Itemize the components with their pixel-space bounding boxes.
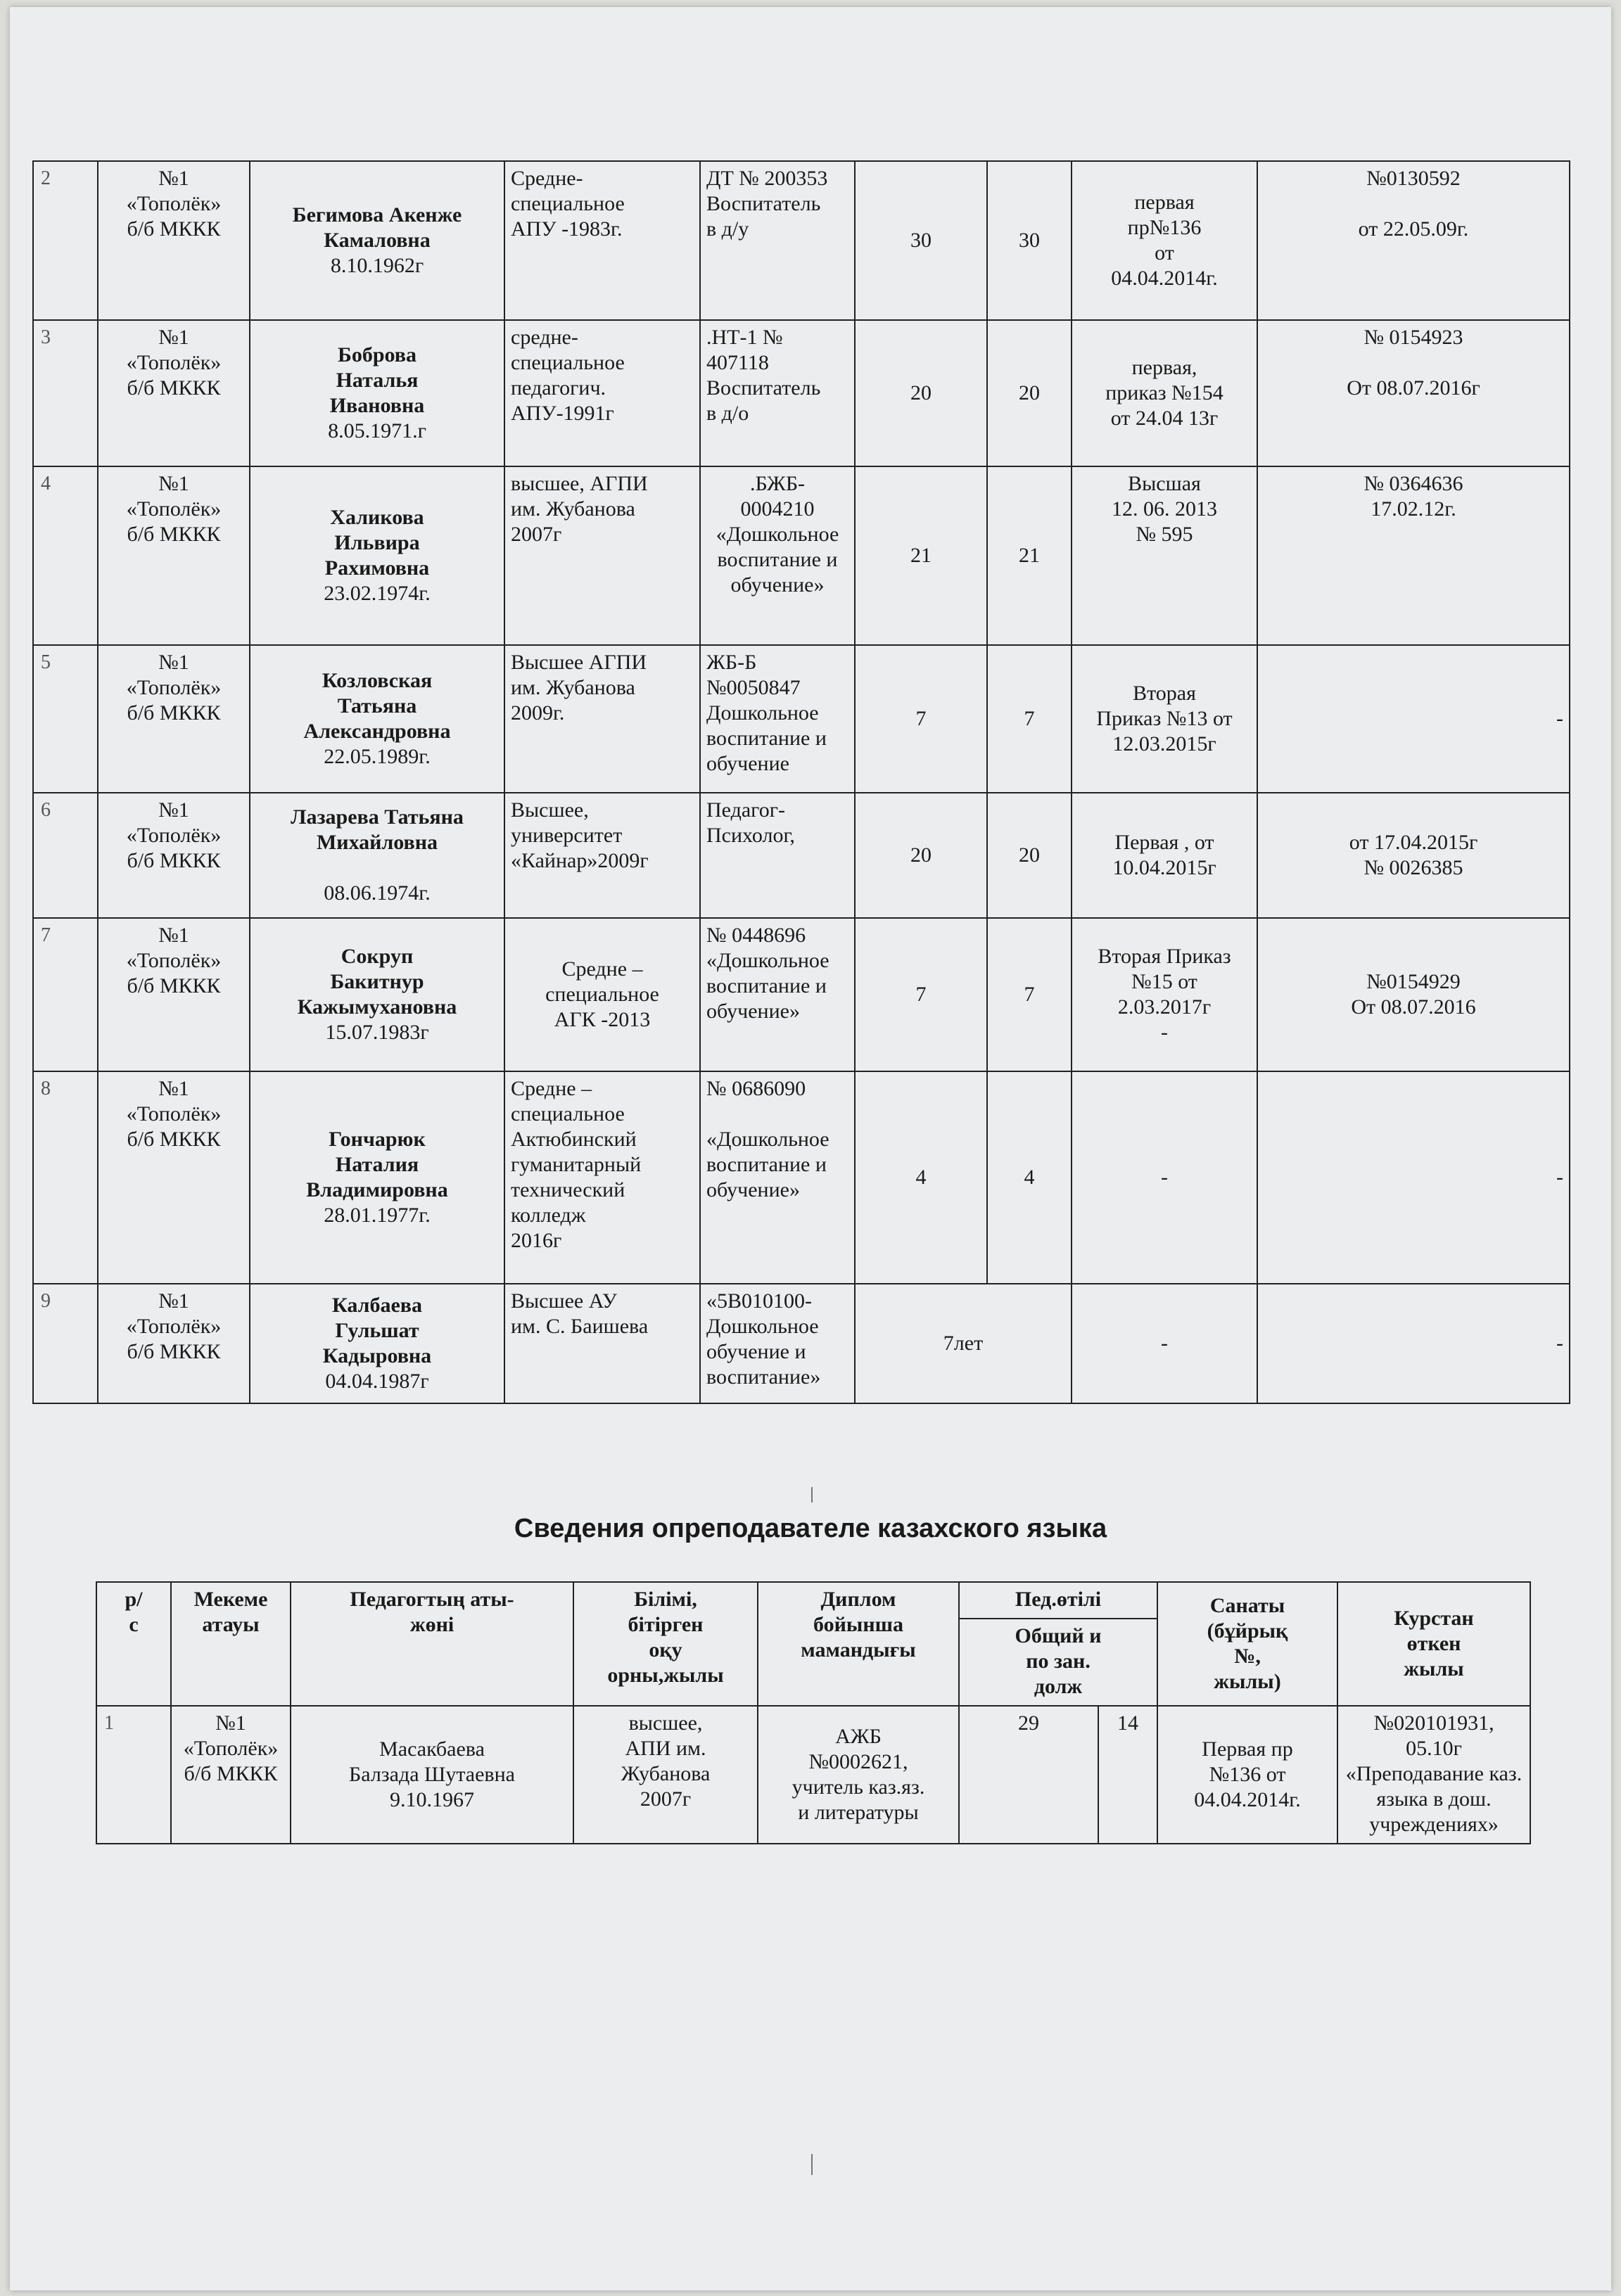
text-line: обучение и <box>706 1340 806 1363</box>
name-line: Камаловна <box>324 229 431 252</box>
text-line: от <box>1155 241 1174 264</box>
text-line: Средне- <box>511 167 583 190</box>
name-line: Ивановна <box>329 394 425 417</box>
text-line: 12. 06. 2013 <box>1112 497 1217 521</box>
birth-date: 28.01.1977г. <box>324 1204 431 1227</box>
row-number: 4 <box>33 466 98 645</box>
text-line: б/б МККК <box>127 849 221 872</box>
text-line: «Тополёк» <box>126 949 222 972</box>
text-line: Первая , от <box>1114 831 1214 854</box>
text-line: АГК -2013 <box>554 1008 651 1031</box>
name-line: Ильвира <box>334 531 420 554</box>
scan-mark <box>811 2154 813 2175</box>
text-line: - <box>1161 1166 1168 1189</box>
diploma-cell <box>700 1071 855 1284</box>
text-line: Масакбаева <box>379 1737 485 1761</box>
organization-cell <box>171 1706 291 1844</box>
text-line: Педагог- <box>706 798 786 822</box>
text-line: гуманитарный <box>511 1153 642 1176</box>
text-line: б/б МККК <box>127 1128 221 1151</box>
text-line: им. С. Баишева <box>511 1315 649 1338</box>
text-line: учреждениях» <box>1369 1813 1499 1836</box>
birth-date: 23.02.1974г. <box>324 582 431 605</box>
text-line: обучение» <box>706 1000 800 1023</box>
text-line: высшее, <box>628 1711 703 1735</box>
name-line: Наталья <box>336 369 419 392</box>
text-line: Санаты <box>1209 1594 1285 1617</box>
name-line: Калбаева <box>332 1294 422 1317</box>
organization-cell <box>98 320 250 466</box>
text-line: От 08.07.2016 <box>1351 995 1476 1019</box>
text-line: 2009г. <box>511 701 565 725</box>
name-line: Бегимова Акенже <box>292 203 462 227</box>
text-line: долж <box>1034 1675 1083 1698</box>
name-line: Гончарюк <box>329 1128 426 1151</box>
teacher-name-cell <box>250 161 504 320</box>
text-line: воспитание и <box>706 1153 827 1176</box>
text-line: 0004210 <box>740 497 815 521</box>
experience-position-cell: 21 <box>987 466 1072 645</box>
text-line: №1 <box>158 651 189 674</box>
text-line: технический <box>511 1178 625 1201</box>
text-line: «Тополёк» <box>126 1102 222 1125</box>
text-line: специальное <box>545 983 659 1006</box>
courses-cell <box>1257 161 1570 320</box>
text-line: «5В010100- <box>706 1289 812 1313</box>
text-line: Высшая <box>1128 472 1201 495</box>
text-line: языка в дош. <box>1376 1787 1492 1811</box>
text-line: Высшее АУ <box>511 1289 617 1313</box>
header-name <box>291 1582 573 1706</box>
text-line: №0050847 <box>706 676 801 699</box>
teacher-name-cell <box>250 1284 504 1403</box>
organization-cell <box>98 1071 250 1284</box>
courses-cell <box>1257 645 1570 793</box>
experience-total-cell: 4 <box>855 1071 987 1284</box>
text-line: воспитание и <box>706 727 827 750</box>
text-line: по зан. <box>1026 1650 1091 1673</box>
text-line: университет <box>511 824 623 847</box>
teacher-name-cell <box>250 466 504 645</box>
education-cell <box>504 918 700 1071</box>
text-line: № 0448696 <box>706 924 806 947</box>
experience-position-cell: 30 <box>987 161 1072 320</box>
text-line: р/ <box>125 1588 143 1611</box>
category-cell <box>1072 466 1257 645</box>
table-row <box>33 793 1570 918</box>
text-line: Балзада Шутаевна <box>349 1763 515 1786</box>
text-line: специальное <box>511 192 625 215</box>
table-row <box>33 161 1570 320</box>
courses-cell <box>1257 1284 1570 1403</box>
name-line: Кадыровна <box>322 1344 432 1367</box>
text-line: .БЖБ- <box>749 472 806 495</box>
text-line: жөні <box>409 1613 454 1636</box>
text-line: № 595 <box>1136 523 1193 546</box>
text-line: АЖБ <box>835 1725 882 1748</box>
name-line: Боброва <box>338 343 417 366</box>
text-line: Диплом <box>820 1588 896 1611</box>
text-line: атауы <box>202 1613 260 1636</box>
name-line: Михайловна <box>316 831 438 854</box>
text-line: Мекеме <box>193 1588 268 1611</box>
text-line: ЖБ-Б <box>706 651 757 674</box>
text-line: им. Жубанова <box>511 497 635 521</box>
text-line: обучение» <box>706 1178 800 1201</box>
text-line: №0154929 <box>1366 970 1461 993</box>
text-line: 04.04.2014г. <box>1111 267 1218 290</box>
text-line: №1 <box>158 167 189 190</box>
experience-position-cell: 20 <box>987 320 1072 466</box>
text-line: № 0364636 <box>1363 472 1463 495</box>
text-line: 9.10.1967 <box>390 1788 474 1811</box>
name-line: Козловская <box>322 669 433 692</box>
row-number: 1 <box>96 1706 171 1844</box>
text-line: с <box>129 1613 139 1636</box>
birth-date: 15.07.1983г <box>325 1021 429 1044</box>
text-line: АПУ -1983г. <box>511 217 623 241</box>
text-line: и литературы <box>798 1801 919 1824</box>
organization-cell <box>98 793 250 918</box>
text-line: 04.04.2014г. <box>1194 1788 1301 1811</box>
header-experience: Пед.өтілі <box>959 1582 1157 1619</box>
name-line: Гульшат <box>335 1319 419 1342</box>
experience-total-cell: 21 <box>855 466 987 645</box>
text-line: №0002621, <box>808 1750 908 1773</box>
text-line: «Дошкольное <box>706 1128 829 1151</box>
text-line: б/б МККК <box>127 523 221 546</box>
experience-total-cell: 20 <box>855 320 987 466</box>
text-line: АПИ им. <box>625 1737 706 1760</box>
category-cell <box>1072 320 1257 466</box>
text-line: «Тополёк» <box>183 1737 279 1760</box>
row-number: 2 <box>33 161 98 320</box>
category-cell <box>1072 645 1257 793</box>
text-line: Психолог, <box>706 824 795 847</box>
experience-total-cell: 20 <box>855 793 987 918</box>
courses-cell <box>1257 320 1570 466</box>
text-line: - <box>1556 707 1563 730</box>
diploma-cell <box>758 1706 959 1844</box>
organization-cell <box>98 645 250 793</box>
text-line: воспитание и <box>706 974 827 997</box>
text-line: мамандығы <box>801 1638 916 1662</box>
text-line: жылы <box>1404 1657 1464 1680</box>
text-line: Высшее, <box>511 798 589 822</box>
text-line: пр№136 <box>1127 216 1202 239</box>
education-cell <box>504 1284 700 1403</box>
text-line: №1 <box>158 1077 189 1100</box>
text-line: 10.04.2015г <box>1112 856 1216 879</box>
text-line <box>1264 191 1563 217</box>
text-line: Общий и <box>1015 1624 1102 1647</box>
experience-position-cell: 7 <box>987 645 1072 793</box>
text-line: б/б МККК <box>127 974 221 997</box>
text-line: № 0154923 <box>1363 326 1463 349</box>
text-line: специальное <box>511 351 625 374</box>
courses-cell <box>1257 793 1570 918</box>
experience-merged-cell: 7лет <box>855 1284 1072 1403</box>
text-line: 2007г <box>511 523 562 546</box>
text-line: б/б МККК <box>184 1762 278 1785</box>
text-line: приказ №154 <box>1105 381 1223 404</box>
text-line: оқу <box>649 1638 682 1662</box>
text-line: №1 <box>158 326 189 349</box>
birth-date: 22.05.1989г. <box>324 745 431 768</box>
name-line: Татьяна <box>337 694 417 718</box>
text-line: Дошкольное <box>706 1315 819 1338</box>
text-line: высшее, АГПИ <box>511 472 648 495</box>
text-line: Высшее АГПИ <box>511 651 647 674</box>
text-line <box>1264 350 1563 376</box>
text-line: №15 от <box>1131 970 1197 993</box>
text-line: б/б МККК <box>127 1340 221 1363</box>
header-org <box>171 1582 291 1706</box>
text-line: Дошкольное <box>706 701 819 725</box>
text-line: им. Жубанова <box>511 676 635 699</box>
diploma-cell <box>700 1284 855 1403</box>
text-line: орны,жылы <box>607 1664 724 1687</box>
name-line: Халикова <box>330 506 424 529</box>
header-category <box>1157 1582 1337 1706</box>
courses-cell <box>1257 918 1570 1071</box>
text-line: «Тополёк» <box>126 497 222 521</box>
text-line: ДТ № 200353 <box>706 167 828 190</box>
text-line: б/б МККК <box>127 701 221 725</box>
organization-cell <box>98 466 250 645</box>
spacer <box>256 855 498 881</box>
birth-date: 8.05.1971.г <box>328 419 426 442</box>
table-row <box>33 320 1570 466</box>
text-line: Вторая Приказ <box>1098 945 1231 968</box>
text-line: 12.03.2015г <box>1112 732 1216 755</box>
row-number: 9 <box>33 1284 98 1403</box>
header-experience-sub <box>959 1619 1157 1706</box>
header-num <box>96 1582 171 1706</box>
row-number: 6 <box>33 793 98 918</box>
text-line: б/б МККК <box>127 217 221 241</box>
teacher-name-cell <box>250 645 504 793</box>
text-line: Вторая <box>1133 682 1196 705</box>
text-line: .НТ-1 № <box>706 326 783 349</box>
teacher-name-cell <box>250 793 504 918</box>
text-line: Приказ №13 от <box>1096 707 1233 730</box>
experience-total-cell: 29 <box>959 1706 1098 1844</box>
category-cell <box>1157 1706 1337 1844</box>
experience-total-cell: 7 <box>855 645 987 793</box>
category-cell <box>1072 918 1257 1071</box>
text-line: Воспитатель <box>706 192 821 215</box>
education-cell <box>504 320 700 466</box>
text-line: «Дошкольное <box>716 523 839 546</box>
text-line: «Тополёк» <box>126 351 222 374</box>
table-row <box>33 645 1570 793</box>
text-line: Воспитатель <box>706 376 821 400</box>
education-cell <box>504 1071 700 1284</box>
row-number: 5 <box>33 645 98 793</box>
text-line: Актюбинский <box>511 1128 637 1151</box>
text-line: №1 <box>158 1289 189 1313</box>
text-line: «Кайнар»2009г <box>511 849 649 872</box>
text-line: Первая пр <box>1202 1737 1293 1761</box>
header-education <box>573 1582 758 1706</box>
courses-cell <box>1257 466 1570 645</box>
header-diploma <box>758 1582 959 1706</box>
header-courses <box>1337 1582 1530 1706</box>
text-line: «Преподавание каз. <box>1345 1762 1523 1785</box>
category-cell <box>1072 161 1257 320</box>
table-row <box>96 1706 1530 1844</box>
text-line: от 17.04.2015г <box>1349 831 1478 854</box>
text-line <box>706 1102 848 1127</box>
text-line: жылы) <box>1214 1670 1281 1693</box>
name-line: Кажымухановна <box>297 995 457 1019</box>
text-line: №020101931, 05.10г <box>1373 1711 1494 1760</box>
text-line: (бұйрық <box>1207 1619 1288 1643</box>
experience-position-cell: 7 <box>987 918 1072 1071</box>
teacher-name-cell <box>250 1071 504 1284</box>
text-line: - <box>1161 1332 1168 1355</box>
text-line: №1 <box>158 924 189 947</box>
text-line: АПУ-1991г <box>511 402 614 425</box>
experience-position-cell: 20 <box>987 793 1072 918</box>
text-line: обучение» <box>730 573 825 597</box>
text-line: №0130592 <box>1366 167 1461 190</box>
category-cell <box>1072 793 1257 918</box>
text-line: Средне – <box>561 957 643 981</box>
text-line: №1 <box>158 472 189 495</box>
text-line: педагогич. <box>511 376 606 400</box>
text-line: средне- <box>511 326 578 349</box>
text-line: первая, <box>1131 356 1197 379</box>
experience-position-cell: 14 <box>1098 1706 1157 1844</box>
courses-cell <box>1337 1706 1530 1844</box>
text-line: Курстан <box>1394 1607 1474 1630</box>
text-line: учитель каз.яз. <box>792 1775 925 1799</box>
organization-cell <box>98 1284 250 1403</box>
text-line: Педагогтың аты- <box>350 1588 514 1611</box>
diploma-cell <box>700 466 855 645</box>
text-line: От 08.07.2016г <box>1347 376 1480 400</box>
table-row <box>33 1284 1570 1403</box>
text-line: «Тополёк» <box>126 1315 222 1338</box>
experience-total-cell: 30 <box>855 161 987 320</box>
row-number: 3 <box>33 320 98 466</box>
table-row <box>33 466 1570 645</box>
text-line: «Тополёк» <box>126 192 222 215</box>
text-line: - <box>1556 1332 1563 1355</box>
text-line: обучение <box>706 752 789 775</box>
text-line: Жубанова <box>621 1762 711 1785</box>
name-line: Лазарева Татьяна <box>291 805 464 829</box>
education-cell <box>504 645 700 793</box>
row-number: 8 <box>33 1071 98 1284</box>
text-line: №1 <box>158 798 189 822</box>
text-line: №, <box>1234 1645 1261 1668</box>
birth-date: 8.10.1962г <box>330 254 424 277</box>
kazakh-teacher-table <box>96 1581 1531 1844</box>
text-line: б/б МККК <box>127 376 221 400</box>
text-line: специальное <box>511 1102 625 1125</box>
birth-date: 08.06.1974г. <box>324 881 431 905</box>
diploma-cell <box>700 320 855 466</box>
table-row <box>33 1071 1570 1284</box>
staff-table <box>32 160 1570 1404</box>
text-line: 17.02.12г. <box>1371 497 1456 521</box>
name-line: Бакитнур <box>330 970 424 993</box>
text-line: №1 <box>215 1711 246 1735</box>
text-line: бойынша <box>813 1613 903 1636</box>
experience-total-cell: 7 <box>855 918 987 1071</box>
teacher-name-cell <box>250 320 504 466</box>
text-line: первая <box>1134 191 1195 214</box>
text-line: «Тополёк» <box>126 824 222 847</box>
teacher-name-cell <box>250 918 504 1071</box>
name-line: Александровна <box>303 720 451 743</box>
text-line: № 0026385 <box>1363 856 1463 879</box>
text-line: воспитание» <box>706 1365 821 1389</box>
courses-cell <box>1257 1071 1570 1284</box>
diploma-cell <box>700 161 855 320</box>
text-line: «Дошкольное <box>706 949 829 972</box>
text-line: № 0686090 <box>706 1077 806 1100</box>
row-number: 7 <box>33 918 98 1071</box>
text-line: от 24.04 13г <box>1110 407 1219 430</box>
name-line: Наталия <box>335 1153 419 1176</box>
text-line: колледж <box>511 1204 586 1227</box>
education-cell <box>504 466 700 645</box>
text-line: Средне – <box>511 1077 592 1100</box>
text-line: №136 от <box>1209 1763 1286 1786</box>
text-line: 2007г <box>640 1787 692 1811</box>
education-cell <box>573 1706 758 1844</box>
text-line: от 22.05.09г. <box>1358 217 1469 241</box>
name-line: Сокруп <box>341 945 414 968</box>
name-line: Рахимовна <box>324 556 430 580</box>
diploma-cell <box>700 645 855 793</box>
table-row <box>33 918 1570 1071</box>
scan-mark <box>811 1487 813 1503</box>
text-line: воспитание и <box>717 548 838 571</box>
education-cell <box>504 161 700 320</box>
text-line: өткен <box>1406 1632 1461 1655</box>
text-line: 2016г <box>511 1229 562 1252</box>
education-cell <box>504 793 700 918</box>
birth-date: 04.04.1987г <box>325 1370 429 1393</box>
text-line: 407118 <box>706 351 769 374</box>
text-line: бітірген <box>628 1613 704 1636</box>
text-line: Білімі, <box>634 1588 697 1611</box>
experience-position-cell: 4 <box>987 1071 1072 1284</box>
name-line: Владимировна <box>306 1178 448 1201</box>
text-line: «Тополёк» <box>126 676 222 699</box>
text-line: 2.03.2017г <box>1117 995 1212 1019</box>
diploma-cell <box>700 918 855 1071</box>
category-cell <box>1072 1284 1257 1403</box>
text-line: - <box>1556 1166 1563 1189</box>
text-line: в д/у <box>706 217 749 241</box>
category-cell <box>1072 1071 1257 1284</box>
teacher-name-cell <box>291 1706 573 1844</box>
organization-cell <box>98 161 250 320</box>
organization-cell <box>98 918 250 1071</box>
section-title: Сведения опреподавателе казахского языка <box>514 1514 1107 1543</box>
text-line: в д/о <box>706 402 749 425</box>
diploma-cell <box>700 793 855 918</box>
text-line: - <box>1161 1021 1168 1044</box>
